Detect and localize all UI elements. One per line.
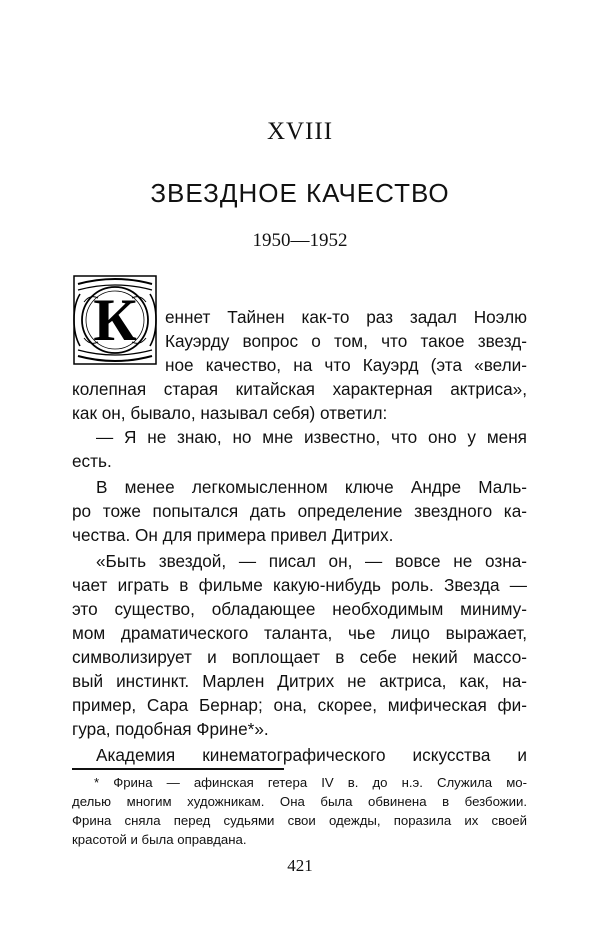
- body-line-15: символизирует и воплощает в себе некий массо-: [72, 647, 527, 667]
- body-line-18: гура, подобная Фрине*».: [72, 719, 269, 739]
- chapter-years: 1950—1952: [252, 230, 348, 251]
- body-line-5: как он, бывало, называл себя) ответил:: [72, 403, 388, 423]
- body-line-10: чества. Он для примера привел Дитрих.: [72, 525, 394, 545]
- chapter-title: ЗВЕЗДНОЕ КАЧЕСТВО: [150, 178, 450, 208]
- body-line-1: еннет Тайнен как-то раз задал Ноэлю: [165, 307, 527, 327]
- body-line-16: вый инстинкт. Марлен Дитрих не актриса, как, на-: [72, 671, 527, 691]
- body-line-9: ро тоже попытался дать определение звездного ка-: [72, 501, 527, 521]
- body-line-3: ное качество, на что Кауэрд (эта «вели-: [165, 355, 527, 375]
- body-line-8: В менее легкомысленном ключе Андре Маль-: [96, 477, 527, 497]
- page-number: 421: [287, 856, 313, 875]
- footnote-line-3: Фрина сняла перед судьями свои одежды, поразила их своей: [72, 813, 527, 828]
- body-line-4: колепная старая китайская характерная актриса»,: [72, 379, 527, 399]
- body-line-12: чает играть в фильме какую-нибудь роль. Звезда —: [72, 575, 527, 595]
- chapter-number: XVIII: [266, 118, 334, 145]
- body-line-2: Кауэрду вопрос о том, что такое звезд-: [165, 331, 527, 351]
- footnote-line-1: * Фрина — афинская гетера IV в. до н.э. Служила мо-: [94, 775, 527, 790]
- body-line-19: Академия кинематографического искусства и: [96, 745, 527, 765]
- body-line-17: пример, Сара Бернар; она, скорее, мифическая фи-: [72, 695, 527, 715]
- body-line-7: есть.: [72, 451, 112, 471]
- body-line-14: мом драматического таланта, чье лицо выражает,: [72, 623, 527, 643]
- body-line-11: «Быть звездой, — писал он, — вовсе не озна-: [96, 551, 527, 571]
- dropcap-letter: К: [93, 287, 137, 353]
- footnote-line-2: делью многим художникам. Она была обвинена в безбожии.: [72, 794, 527, 809]
- footnote-divider: [72, 768, 284, 770]
- footnote-line-4: красотой и была оправдана.: [72, 832, 247, 847]
- ornamental-dropcap: [70, 272, 160, 368]
- body-line-13: это существо, обладающее необходимым миниму-: [72, 599, 527, 619]
- body-line-6: — Я не знаю, но мне известно, что оно у меня: [96, 427, 527, 447]
